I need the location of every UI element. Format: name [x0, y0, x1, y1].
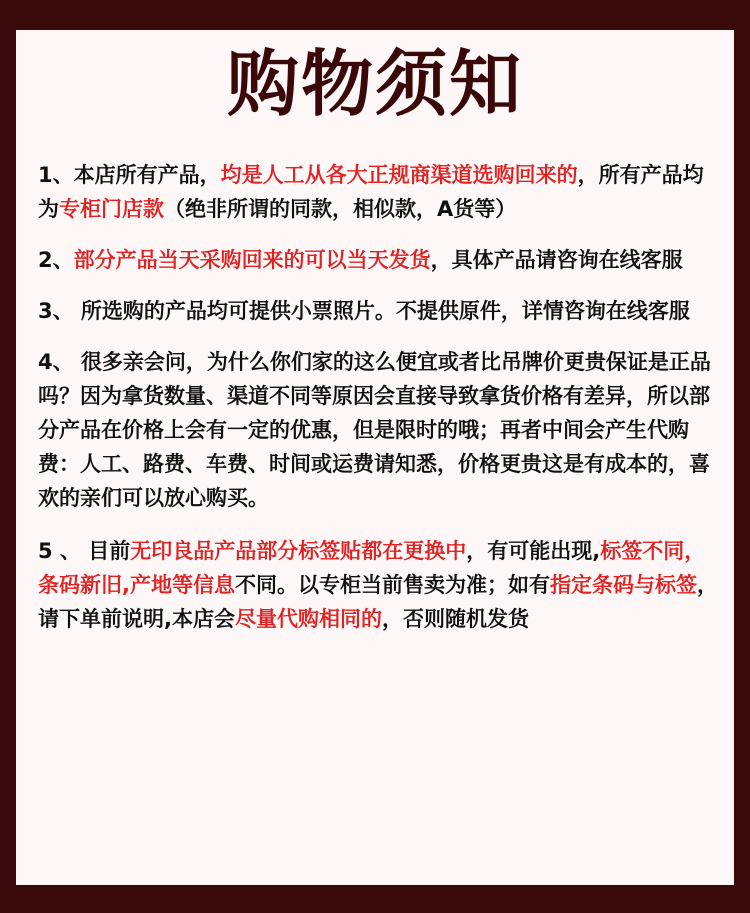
highlight-text: 部分产品当天采购回来的可以当天发货	[73, 248, 431, 272]
notice-text: 4、 很多亲会问，为什么你们家的这么便宜或者比吊牌价更贵保证是正品吗？因为拿货数量、渠道不同等原因会直接导致拿货价格有差异，所以部分产品在价格上会有一定的优惠，但是限时的哦；再者中间会产生代购费：人工、路费、车费、时间或运费请知悉，价格更贵这是有成本的，喜欢的亲们可以放心购买。	[38, 350, 711, 510]
notice-card	[16, 30, 734, 885]
notice-item	[38, 243, 718, 277]
notice-item	[38, 345, 718, 515]
notice-item	[38, 158, 718, 226]
notice-text: 1、本店所有产品，	[38, 163, 221, 187]
notice-list	[38, 158, 718, 653]
highlight-text: 指定条码与标签	[549, 573, 697, 597]
notice-text: ，否则随机发货	[381, 607, 529, 631]
highlight-text: 均是人工从各大正规商渠道选购回来的	[220, 163, 578, 187]
notice-text: ，有可能出现,	[466, 539, 601, 563]
highlight-text: 无印良品产品部分标签贴都在更换中	[130, 539, 467, 563]
notice-text: ，所有产品均为	[38, 163, 704, 221]
notice-text: ，请下单前说明,本店会	[38, 573, 718, 631]
highlight-text: 尽量代购相同的	[234, 607, 382, 631]
highlight-text: 专柜门店款	[59, 197, 164, 221]
highlight-text: 标签不同，条码新旧,产地等信息	[38, 539, 706, 597]
notice-item	[38, 534, 718, 636]
notice-text: 2、	[38, 248, 74, 272]
notice-text: 3、 所选购的产品均可提供小票照片。不提供原件，详情咨询在线客服	[38, 299, 690, 323]
notice-item	[38, 294, 718, 328]
notice-text: ，具体产品请咨询在线客服	[430, 248, 683, 272]
notice-text: 5 、 目前	[38, 539, 131, 563]
notice-text: （绝非所谓的同款，相似款，A货等）	[164, 197, 517, 221]
notice-text: 不同。以专柜当前售卖为准；如有	[234, 573, 550, 597]
page-title: 购物须知	[226, 42, 523, 126]
